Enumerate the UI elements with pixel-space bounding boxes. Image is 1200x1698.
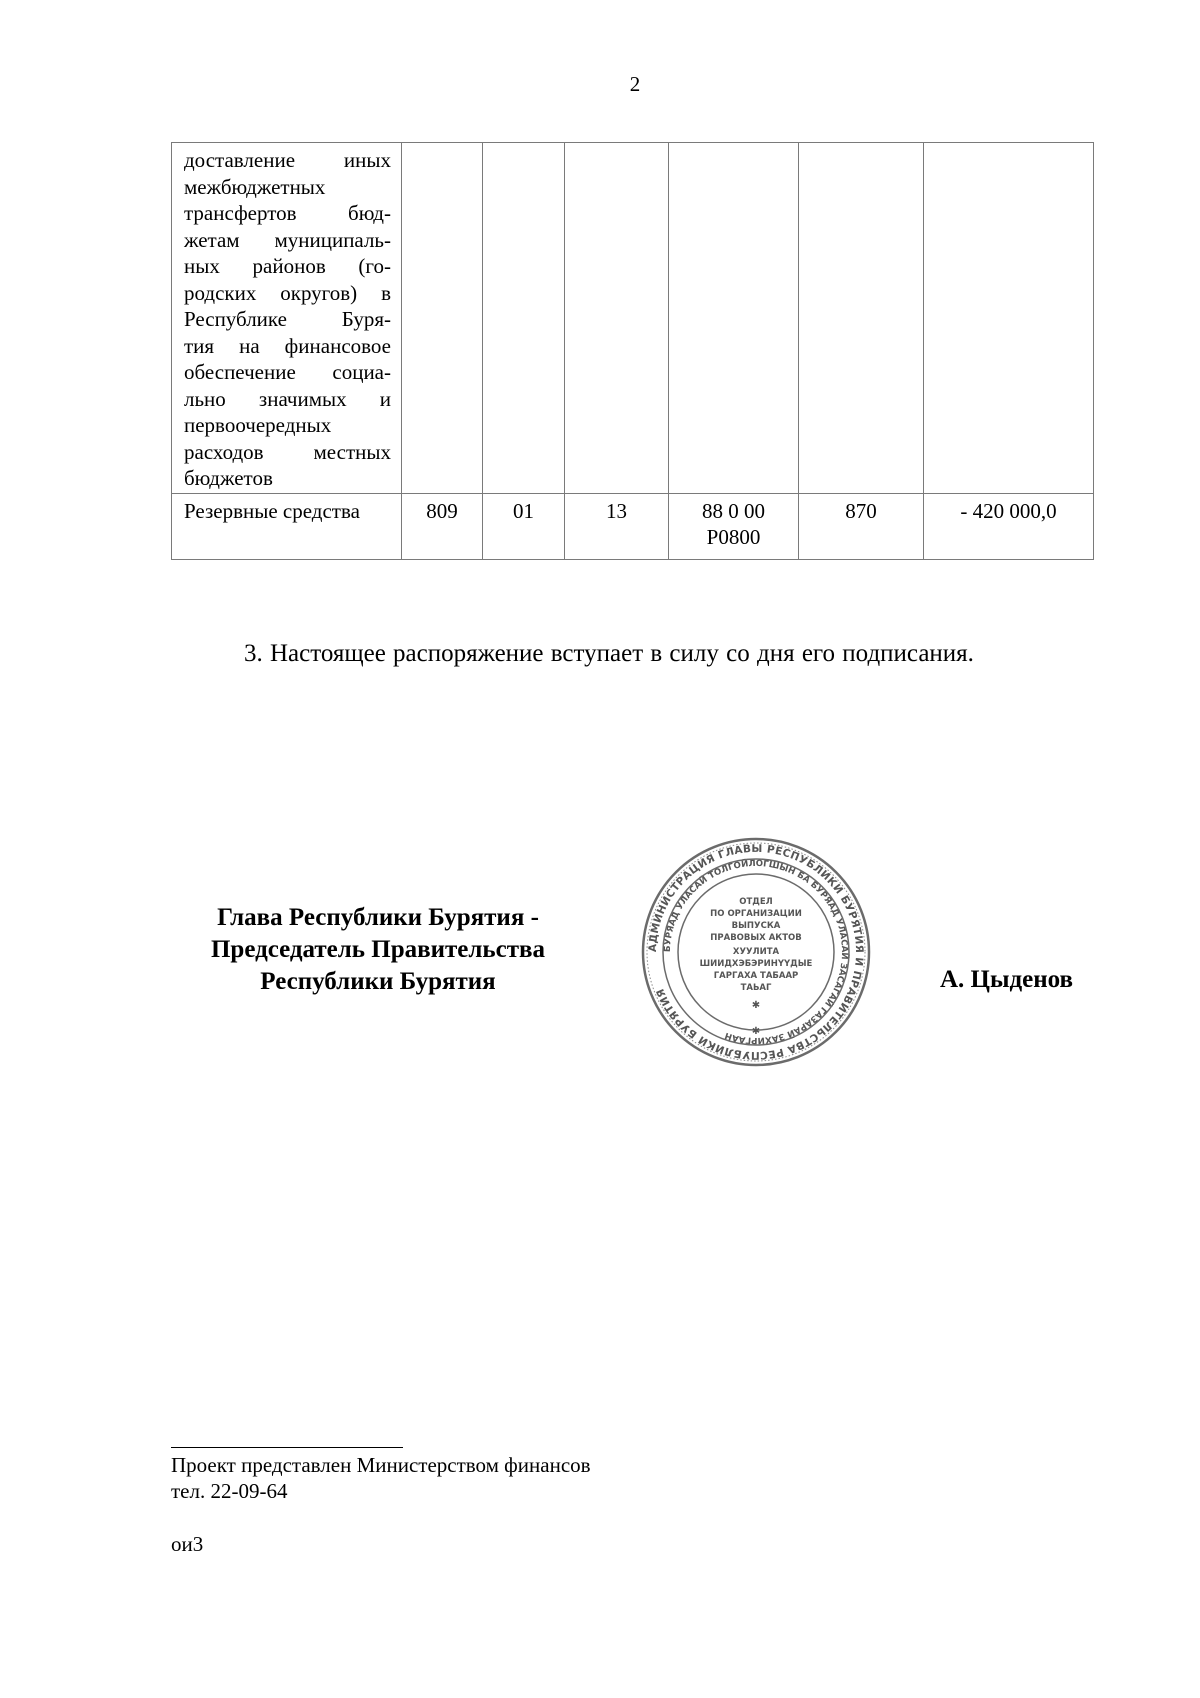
seal-star-icon: ✱ — [751, 1026, 761, 1037]
empty-cell — [799, 143, 924, 494]
footer-line: тел. 22-09-64 — [171, 1479, 288, 1503]
target-article-cell — [669, 493, 799, 559]
footnote-divider — [171, 1447, 403, 1448]
page-number: 2 — [629, 72, 641, 96]
empty-cell — [565, 143, 669, 494]
signatory-name: А. Цыденов — [940, 966, 1074, 993]
reserve-name-cell: Резервные средства — [172, 493, 402, 559]
seal-center-line: ПРАВОВЫХ АКТОВ — [710, 933, 802, 943]
name-line: расходов местных — [184, 439, 391, 464]
name-line: тия на финансовое — [184, 333, 391, 358]
seal-center-line: ВЫПУСКА — [731, 921, 781, 931]
seal-star-icon: ✱ — [751, 1000, 761, 1011]
seal-inner-text: БУРЯАД УЛАСАЙ ТОЛГОЙЛОГШЫН БА БУРЯАД УЛАСАЙ ЗАСАГАЙ ГАЗАРАЙ ЗАХИРГААН — [662, 858, 850, 1046]
signatory-position-line: Председатель Правительства — [210, 936, 546, 963]
name-line: льно значимых и — [184, 386, 391, 411]
table-row-reserve — [172, 493, 1094, 559]
name-line: трансфертов бюд- — [184, 201, 391, 225]
name-line: обеспечение социа- — [184, 360, 391, 384]
name-line: Республике Буря- — [184, 307, 391, 331]
signatory-position — [168, 902, 588, 998]
empty-cell — [402, 143, 483, 494]
target-article-line2: Р0800 — [706, 525, 761, 549]
effect-clause: 3. Настоящее распоряжение вступает в силу со дня его подписания. — [244, 640, 974, 667]
empty-cell — [924, 143, 1094, 494]
name-line: первоочередных — [184, 413, 332, 437]
name-line: жетам муниципаль- — [184, 227, 391, 252]
footer-line: Проект представлен Министерством финансов — [171, 1453, 591, 1477]
budget-table — [171, 142, 1094, 560]
seal-center-line: ГАРГАХА ТАБААР — [713, 971, 799, 981]
name-line: ных районов (го- — [184, 254, 391, 278]
section-cell: 01 — [483, 493, 565, 559]
signatory-position-line: Глава Республики Бурятия - — [217, 904, 539, 931]
document-code: ои3 — [171, 1532, 204, 1556]
official-seal — [640, 836, 872, 1068]
table-row-continued — [172, 143, 1094, 494]
name-line: межбюджетных — [184, 174, 326, 199]
seal-center-line: ХУУЛИТА — [732, 947, 780, 957]
seal-center-line: ПО ОРГАНИЗАЦИИ — [710, 909, 802, 919]
target-article-line1: 88 0 00 — [702, 498, 765, 523]
footer-note — [171, 1452, 591, 1504]
name-line: доставление иных — [184, 148, 391, 172]
name-line: бюджетов — [184, 466, 273, 490]
empty-cell — [483, 143, 565, 494]
empty-cell — [669, 143, 799, 494]
continued-name-cell — [172, 143, 402, 494]
seal-center-line: ШИИДХЭБЭРИНҮҮДЫЕ — [699, 959, 813, 969]
seal-outer-text: АДМИНИСТРАЦИЯ ГЛАВЫ РЕСПУБЛИКИ БУРЯТИЯ И ПРАВИТЕЛЬСТВА РЕСПУБЛИКИ БУРЯТИЯ — [646, 842, 866, 1062]
name-line: родских округов) в — [184, 280, 391, 305]
ministry-code-cell: 809 — [402, 493, 483, 559]
seal-center-line: ОТДЕЛ — [739, 897, 773, 907]
subsection-cell: 13 — [565, 493, 669, 559]
expense-type-cell: 870 — [799, 493, 924, 559]
signatory-position-line: Республики Бурятия — [260, 968, 496, 995]
seal-center-line: ТАЬАГ — [740, 983, 772, 993]
amount-cell: - 420 000,0 — [924, 493, 1094, 559]
